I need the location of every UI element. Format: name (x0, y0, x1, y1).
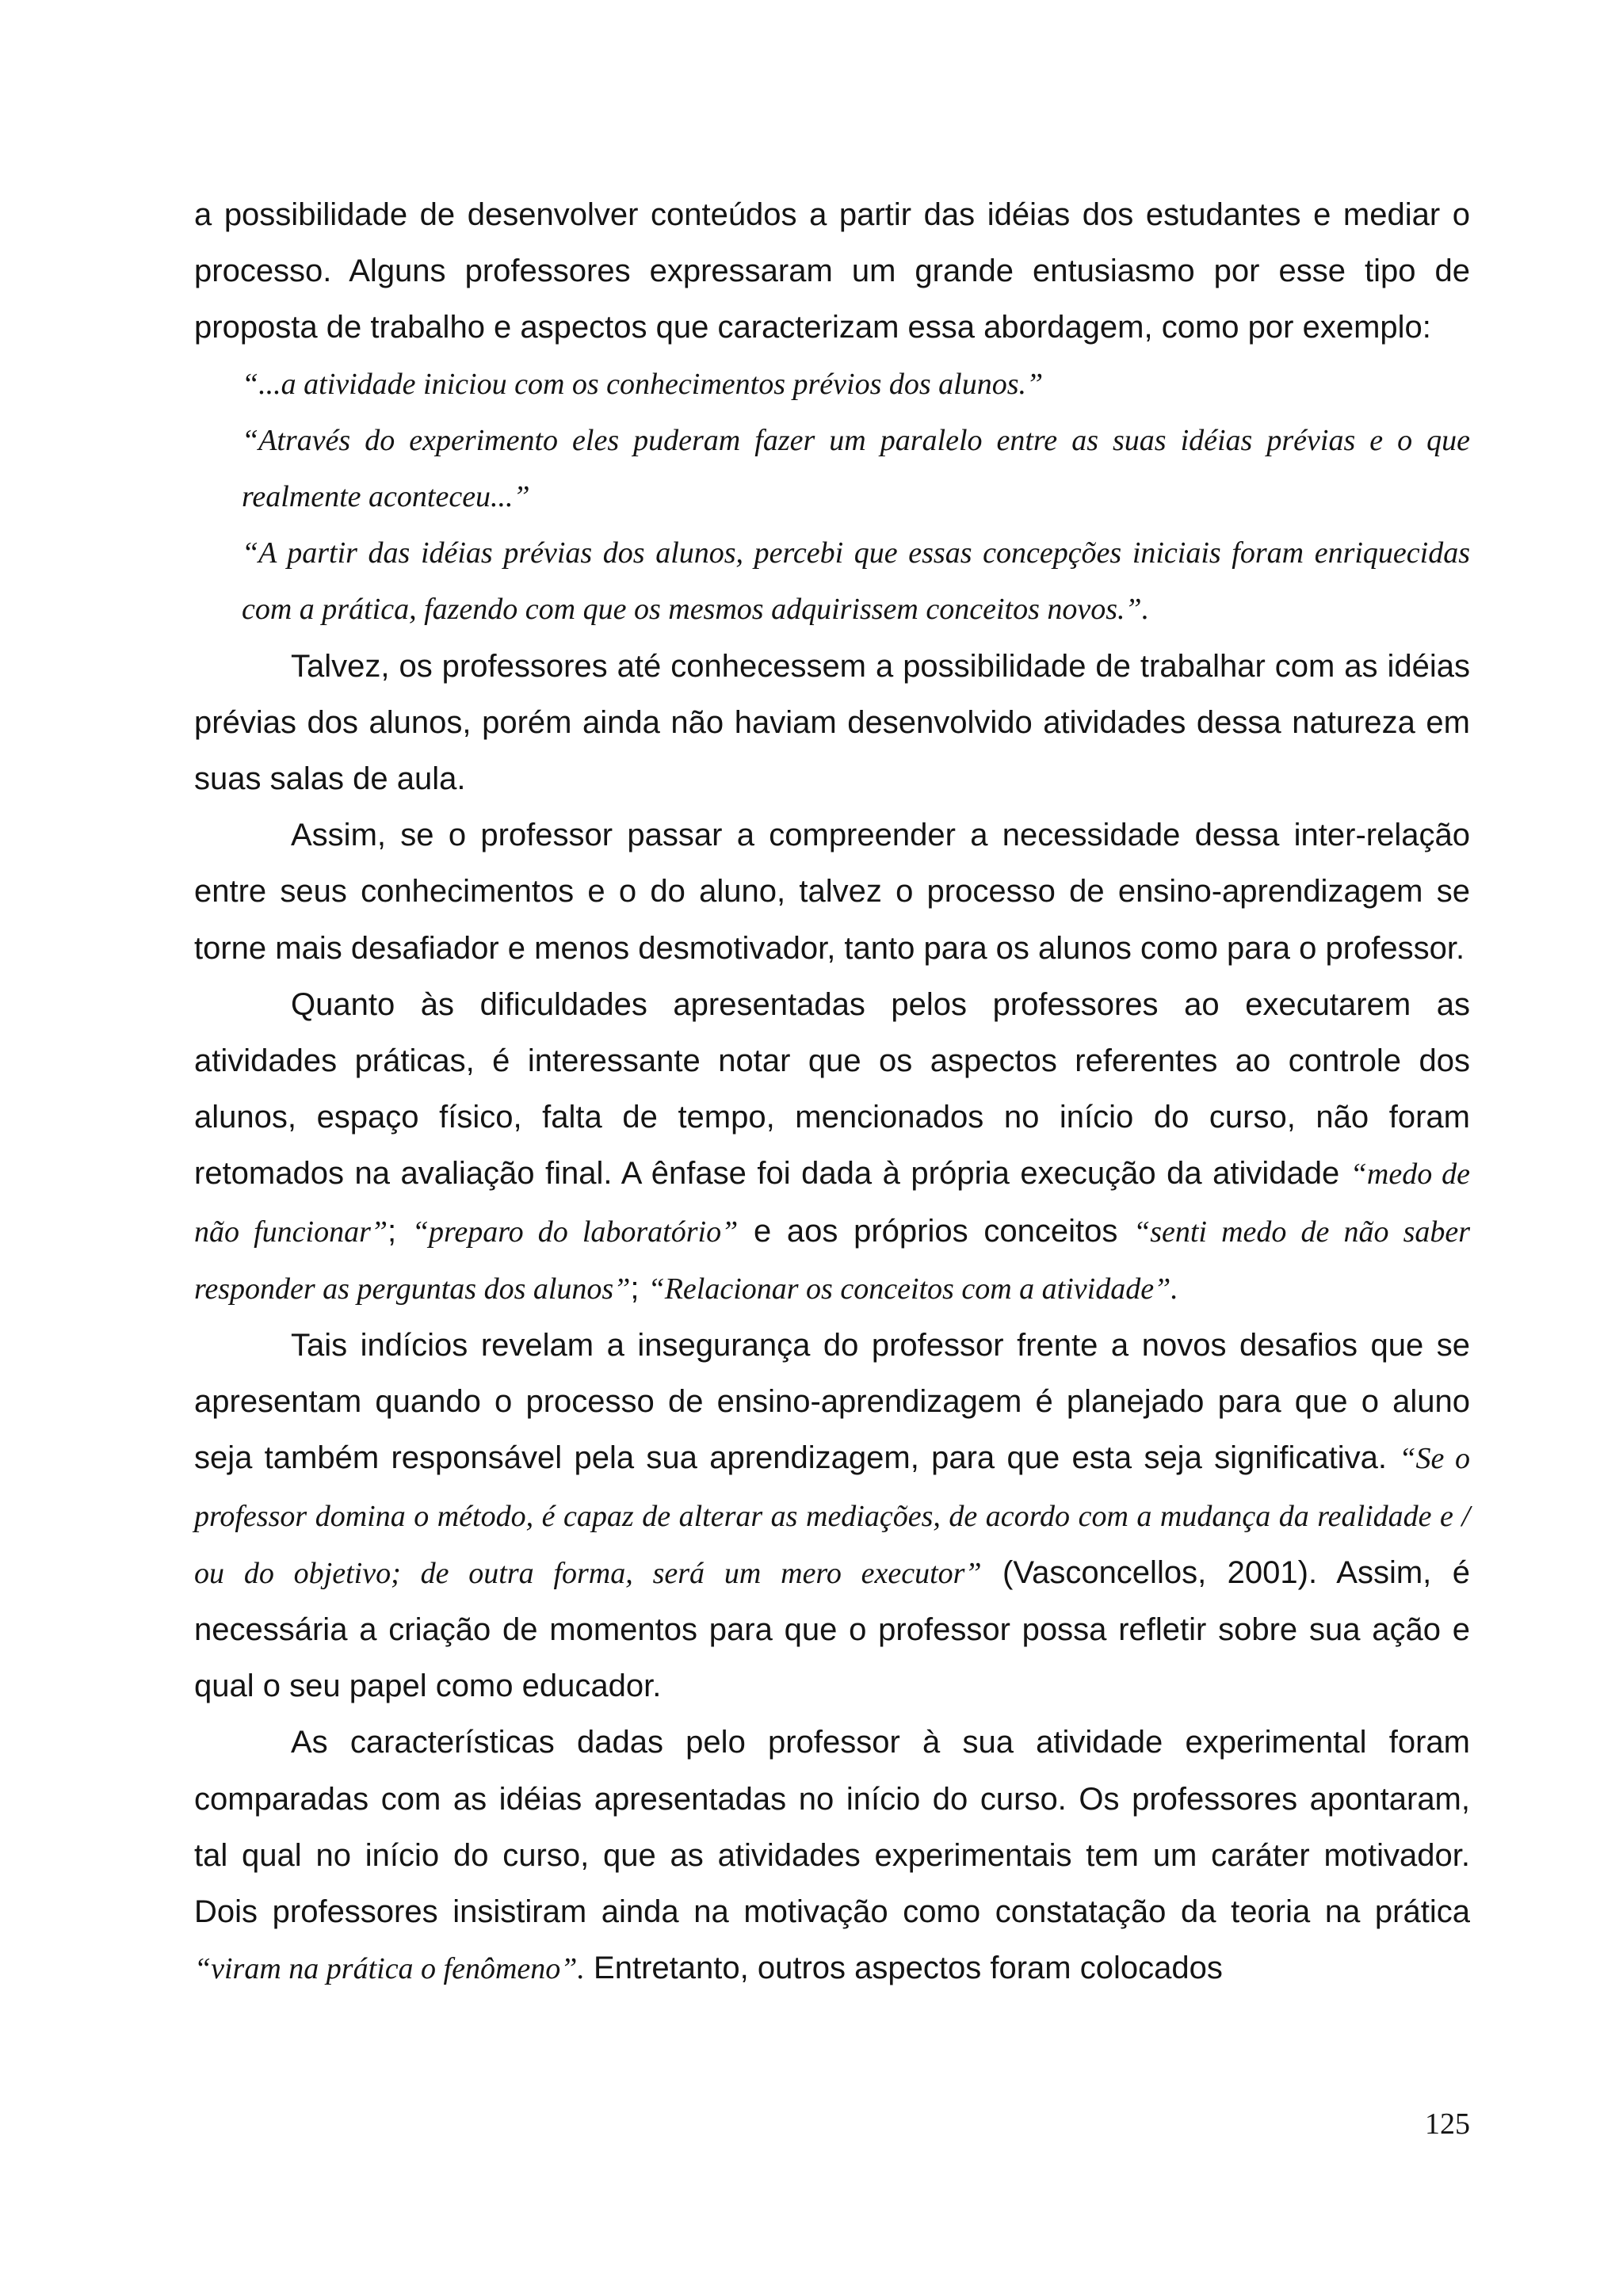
paragraph-1: a possibilidade de desenvolver conteúdos a partir das idéias dos estudantes e mediar o processo. Alguns professores expressaram um grande entusiasmo por esse tipo de proposta de trabalho e aspectos que caracterizam essa abordagem, como por exemplo: (194, 197, 1470, 345)
paragraph-4-text-4: ; (630, 1270, 648, 1306)
paragraph-6-citation-1: “viram na prática o fenômeno”. (194, 1952, 585, 1986)
paragraph-6-text-1: As características dadas pelo professor à sua atividade experimental foram comparadas com as idéias apresentadas no início do curso. Os professores apontaram, tal qual no início do curso, que as atividades experimentais tem um caráter motivador. Dois professores insistiram ainda na motivação como constatação da teoria na prática (194, 1725, 1470, 1930)
quote-3: “A partir das idéias prévias dos alunos, percebi que essas concepções iniciais foram enriquecidas com a prática, fazendo com que os mesmos adquirissem conceitos novos.”. (242, 536, 1470, 627)
paragraph-4-citation-2: “preparo do laboratório” (411, 1215, 739, 1249)
paragraph-3: Assim, se o professor passar a compreender a necessidade dessa inter-relação entre seus conhecimentos e o do aluno, talvez o processo de ensino-aprendizagem se torne mais desafiador e menos desmotivador, tanto para os alunos como para o professor. (194, 818, 1470, 966)
paragraph-4 (194, 977, 1470, 1318)
paragraph-5-citation-1: “Se o professor domina o método, é capaz de alterar as mediações, de acordo com a mudança da realidade e / ou do objetivo; de outra forma, será um mero executor” (194, 1442, 1471, 1590)
paragraph-4-citation-4: “Relacionar os conceitos com a atividade”. (647, 1272, 1178, 1306)
paragraph-5-text-2: (Vasconcellos, 2001). Assim, é necessária a criação de momentos para que o professor possa refletir sobre sua ação e qual o seu papel como educador. (194, 1554, 1470, 1704)
paragraph-4-citation-1: “medo de não funcionar” (194, 1158, 1471, 1249)
quote-1: “...a atividade iniciou com os conhecimentos prévios dos alunos.” (242, 367, 1044, 401)
page-number: 125 (1425, 2107, 1470, 2141)
paragraph-6 (194, 1714, 1470, 1997)
paragraph-5-text-1: Tais indícios revelam a insegurança do professor frente a novos desafios que se apresentam quando o processo de ensino-aprendizagem é planejado para que o aluno seja também responsável pela sua aprendizagem, para que esta seja significativa. (194, 1328, 1470, 1476)
body-text (194, 187, 1470, 1998)
paragraph-2: Talvez, os professores até conhecessem a possibilidade de trabalhar com as idéias prévias dos alunos, porém ainda não haviam desenvolvido atividades dessa natureza em suas salas de aula. (194, 648, 1470, 797)
paragraph-4-text-3: e aos próprios conceitos (738, 1213, 1134, 1249)
paragraph-4-text-2: ; (388, 1213, 412, 1249)
paragraph-4-citation-3: “senti medo de não saber responder as perguntas dos alunos” (194, 1215, 1471, 1306)
paragraph-4-text-1: Quanto às dificuldades apresentadas pelos professores ao executarem as atividades práticas, é interessante notar que os aspectos referentes ao controle dos alunos, espaço físico, falta de tempo, mencionados no início do curso, não foram retomados na avaliação final. A ênfase foi dada à própria execução da atividade (194, 986, 1470, 1192)
paragraph-5 (194, 1318, 1470, 1714)
quote-2: “Através do experimento eles puderam fazer um paralelo entre as suas idéias prévias e o que realmente aconteceu...” (242, 423, 1470, 514)
paragraph-6-text-2: Entretanto, outros aspectos foram colocados (584, 1951, 1223, 1986)
